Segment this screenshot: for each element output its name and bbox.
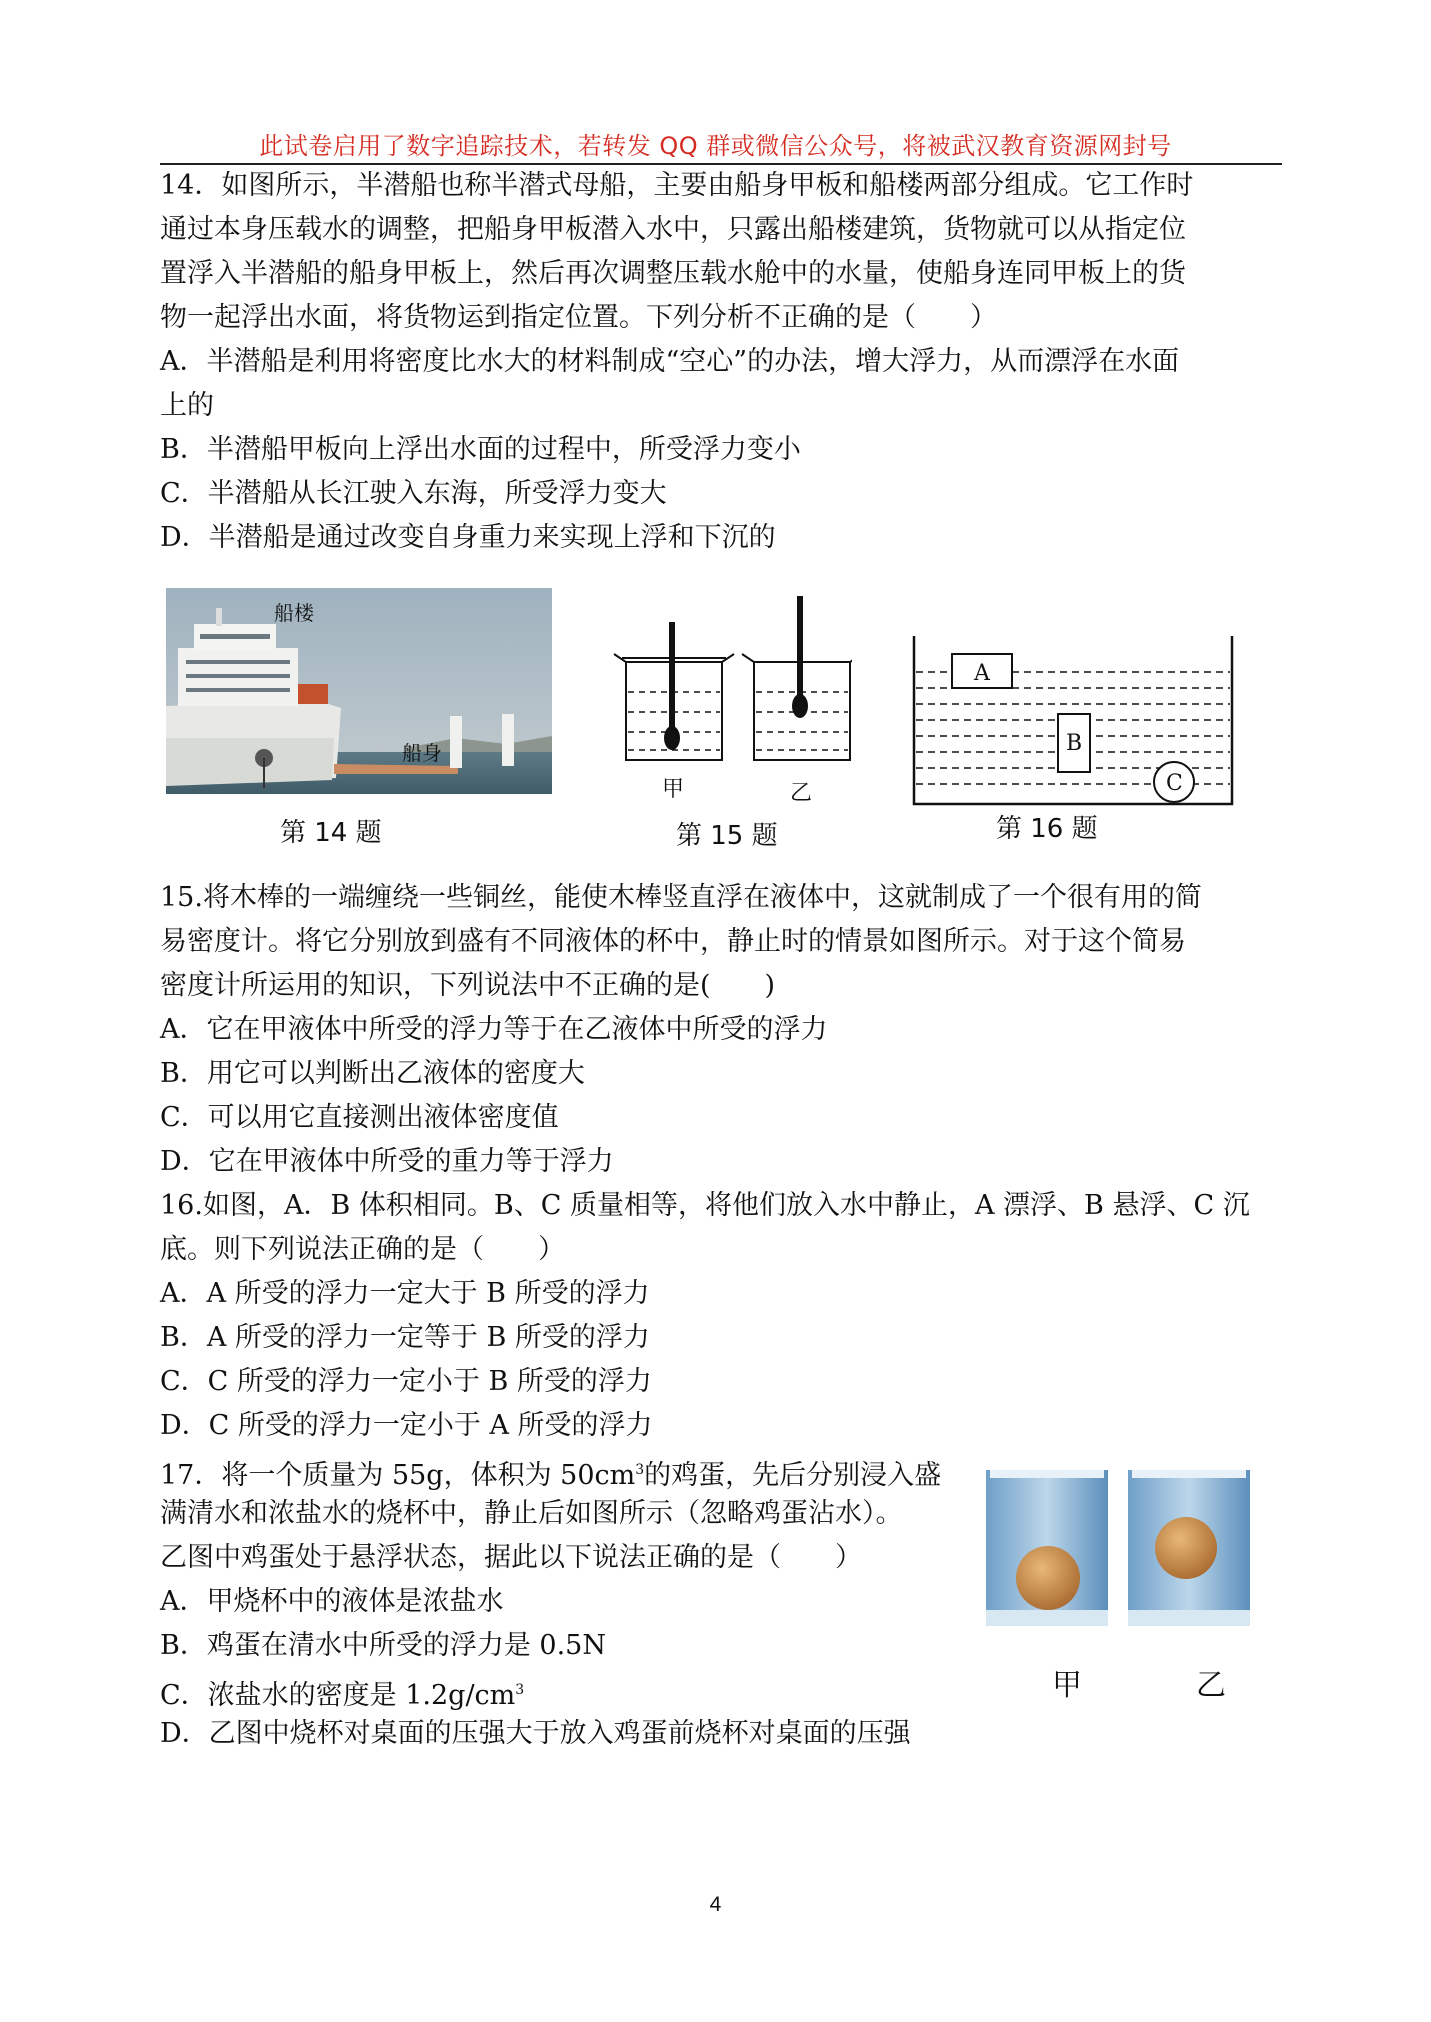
q15-line-3: 密度计所运用的知识，下列说法中不正确的是( ): [160, 970, 776, 1001]
q17-option-a: A．甲烧杯中的液体是浓盐水: [160, 1586, 504, 1617]
fig15-label-left: 甲: [662, 777, 685, 802]
fig14-ship-photo: [166, 588, 552, 794]
fig16-diagram: [912, 636, 1234, 808]
q16-option-d: D．C 所受的浮力一定小于 A 所受的浮力: [160, 1410, 653, 1441]
fig14-label-hull: 船身: [402, 741, 442, 765]
q14-option-c: C．半潜船从长江驶入东海，所受浮力变大: [160, 478, 667, 509]
fig15-diagram: [612, 596, 852, 808]
fig16-label-a: A: [974, 661, 990, 686]
q16-option-b: B．A 所受的浮力一定等于 B 所受的浮力: [160, 1322, 650, 1353]
fig15-label-right: 乙: [790, 781, 813, 806]
q17-option-b: B．鸡蛋在清水中所受的浮力是 0.5N: [160, 1630, 606, 1661]
q14-option-a-cont: 上的: [160, 390, 214, 421]
q14-line-3: 置浮入半潜船的船身甲板上，然后再次调整压载水舱中的水量，使船身连同甲板上的货: [160, 258, 1186, 289]
q16-line-2: 底。则下列说法正确的是（ ）: [160, 1234, 565, 1265]
q16-option-a: A．A 所受的浮力一定大于 B 所受的浮力: [160, 1278, 650, 1309]
q14-line-2: 通过本身压载水的调整，把船身甲板潜入水中，只露出船楼建筑，货物就可以从指定位: [160, 214, 1186, 245]
copyright-notice: 此试卷启用了数字追踪技术，若转发 QQ 群或微信公众号，将被武汉教育资源网封号: [259, 132, 1172, 160]
fig17-label-right: 乙: [1196, 1668, 1226, 1703]
fig14-caption: 第 14 题: [280, 818, 382, 848]
page-number: 4: [709, 1893, 722, 1916]
q15-line-1: 15.将木棒的一端缠绕一些铜丝，能使木棒竖直浮在液体中，这就制成了一个很有用的简: [160, 882, 1202, 913]
q14-option-b: B．半潜船甲板向上浮出水面的过程中，所受浮力变小: [160, 434, 801, 465]
q16-line-1: 16.如图，A．B 体积相同。B、C 质量相等，将他们放入水中静止，A 漂浮、B 悬浮、C 沉: [160, 1190, 1250, 1221]
fig16-label-c: C: [1166, 771, 1183, 796]
header-rule: [160, 163, 1282, 165]
q17-option-d: D．乙图中烧杯对桌面的压强大于放入鸡蛋前烧杯对桌面的压强: [160, 1718, 911, 1749]
fig16-caption: 第 16 题: [996, 814, 1098, 844]
q15-option-c: C．可以用它直接测出液体密度值: [160, 1102, 559, 1133]
q14-line-1: 14．如图所示，半潜船也称半潜式母船，主要由船身甲板和船楼两部分组成。它工作时: [160, 170, 1194, 201]
q14-option-a: A．半潜船是利用将密度比水大的材料制成“空心”的办法，增大浮力，从而漂浮在水面: [160, 346, 1180, 377]
fig15-caption: 第 15 题: [676, 821, 778, 851]
q15-option-a: A．它在甲液体中所受的浮力等于在乙液体中所受的浮力: [160, 1014, 828, 1045]
fig16-label-b: B: [1066, 731, 1083, 756]
q15-option-d: D．它在甲液体中所受的重力等于浮力: [160, 1146, 614, 1177]
fig14-label-tower: 船楼: [274, 601, 314, 625]
q14-line-4: 物一起浮出水面，将货物运到指定位置。下列分析不正确的是（ ）: [160, 302, 997, 333]
q17-line-2: 满清水和浓盐水的烧杯中，静止后如图所示（忽略鸡蛋沾水）。: [160, 1498, 903, 1529]
q14-option-d: D．半潜船是通过改变自身重力来实现上浮和下沉的: [160, 522, 776, 553]
q17-line-1: 17．将一个质量为 55g，体积为 $50cm^3$的鸡蛋，先后分别浸入盛: [160, 1460, 942, 1491]
q15-option-b: B．用它可以判断出乙液体的密度大: [160, 1058, 585, 1089]
q17-option-c: C．浓盐水的密度是 $1.2g/cm^3$: [160, 1680, 525, 1711]
fig17-eggs-photo: [986, 1470, 1250, 1672]
q16-option-c: C．C 所受的浮力一定小于 B 所受的浮力: [160, 1366, 652, 1397]
q17-line-3: 乙图中鸡蛋处于悬浮状态，据此以下说法正确的是（ ）: [160, 1542, 862, 1573]
q15-line-2: 易密度计。将它分别放到盛有不同液体的杯中，静止时的情景如图所示。对于这个简易: [160, 926, 1186, 957]
fig17-label-left: 甲: [1052, 1668, 1082, 1703]
